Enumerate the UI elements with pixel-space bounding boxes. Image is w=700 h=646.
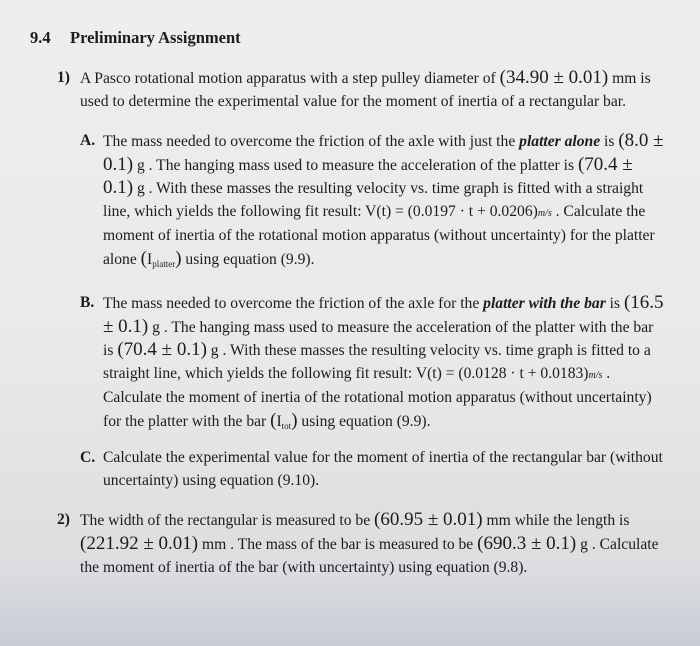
text-run: . Calculate the moment of inertia of the rotational motion apparatus (without uncertainty) for the platter with the bar <box>103 364 652 430</box>
text-run: The width of the rectangular is measured to be <box>80 512 375 529</box>
hanging-mass-value: (70.4 ± 0.1) <box>103 153 633 198</box>
text-run: g . With these masses the resulting velocity vs. time graph is fitted to a straight line, which yields the following fit result: <box>103 342 651 382</box>
text-run: mm while the length is <box>482 512 630 529</box>
subproblem-b <box>80 292 665 437</box>
friction-mass-value: (16.5 ± 0.1) <box>103 292 664 337</box>
text-run: g . The hanging mass used to measure the acceleration of the platter with the bar is <box>103 318 654 359</box>
emphasis-text: platter alone <box>519 133 601 150</box>
width-value: (60.95 ± 0.01) <box>374 509 483 530</box>
subproblem-a <box>80 130 665 275</box>
subproblem-text <box>103 292 665 437</box>
text-run: mm . The mass of the bar is measured to be <box>198 536 478 553</box>
symbol: I <box>276 412 282 430</box>
section-number: 9.4 <box>30 28 51 47</box>
subproblem-label: A. <box>80 132 96 149</box>
symbol-paren-close: ) <box>291 409 298 431</box>
subproblem-text: Calculate the experimental value for the moment of inertia of the rectangular bar (without uncertainty) using equation (9.10). <box>103 449 663 489</box>
symbol-paren-open: ( <box>270 409 277 431</box>
text-run: . Calculate the moment of inertia of the rotational motion apparatus (without uncertainty) for the platter alone <box>103 202 655 268</box>
section-title: Preliminary Assignment <box>70 28 241 47</box>
symbol-subscript: platter <box>152 258 176 269</box>
problem-1 <box>57 66 667 113</box>
problem-2 <box>57 508 667 579</box>
symbol-paren-close: ) <box>175 247 182 269</box>
friction-mass-value: (8.0 ± 0.1) <box>103 130 664 175</box>
symbol-paren-open: ( <box>140 247 147 269</box>
text-run: g . With these masses the resulting velocity vs. time graph is fitted with a straight line, which yields the following fit result: <box>103 180 644 220</box>
problem-text <box>80 508 667 579</box>
subproblem-text <box>103 130 665 275</box>
pulley-diameter-value: (34.90 ± 0.01) <box>499 67 609 88</box>
symbol: I <box>147 250 153 268</box>
fit-result: V(t) = (0.0197 · t + 0.0206) <box>365 202 538 220</box>
text-run: The mass needed to overcome the friction of the axle for the <box>103 295 484 312</box>
text-run: The mass needed to overcome the friction of the axle with just the <box>103 133 520 150</box>
subproblem-label: C. <box>80 449 96 466</box>
subproblem-label: B. <box>80 294 95 311</box>
hanging-mass-value: (70.4 ± 0.1) <box>117 339 207 360</box>
emphasis-text: platter with the bar <box>483 295 606 312</box>
section-heading <box>30 28 241 48</box>
mass-value: (690.3 ± 0.1) <box>477 533 577 554</box>
text-run: using equation (9.9). <box>181 250 315 268</box>
problem-number: 2) <box>57 511 70 528</box>
fit-result: V(t) = (0.0128 · t + 0.0183) <box>415 364 589 382</box>
problem-text <box>80 66 667 113</box>
subproblem-c <box>80 447 665 492</box>
text-run: A Pasco rotational motion apparatus with a step pulley diameter of <box>80 70 500 87</box>
problem-number: 1) <box>57 69 70 86</box>
text-run: is <box>605 295 624 312</box>
symbol-subscript: tot <box>281 420 292 431</box>
velocity-unit: m/s <box>537 207 552 219</box>
length-value: (221.92 ± 0.01) <box>80 533 199 554</box>
velocity-unit: m/s <box>588 369 603 381</box>
text-run: using equation (9.9). <box>297 412 431 430</box>
text-run: is <box>600 133 619 150</box>
text-run: mm is used to determine the experimental value for the moment of inertia of a rectangular bar. <box>80 70 651 110</box>
text-run: g . The hanging mass used to measure the acceleration of the platter is <box>133 156 578 174</box>
text-run: g . Calculate the moment of inertia of the bar (with uncertainty) using equation (9.8). <box>80 536 659 576</box>
